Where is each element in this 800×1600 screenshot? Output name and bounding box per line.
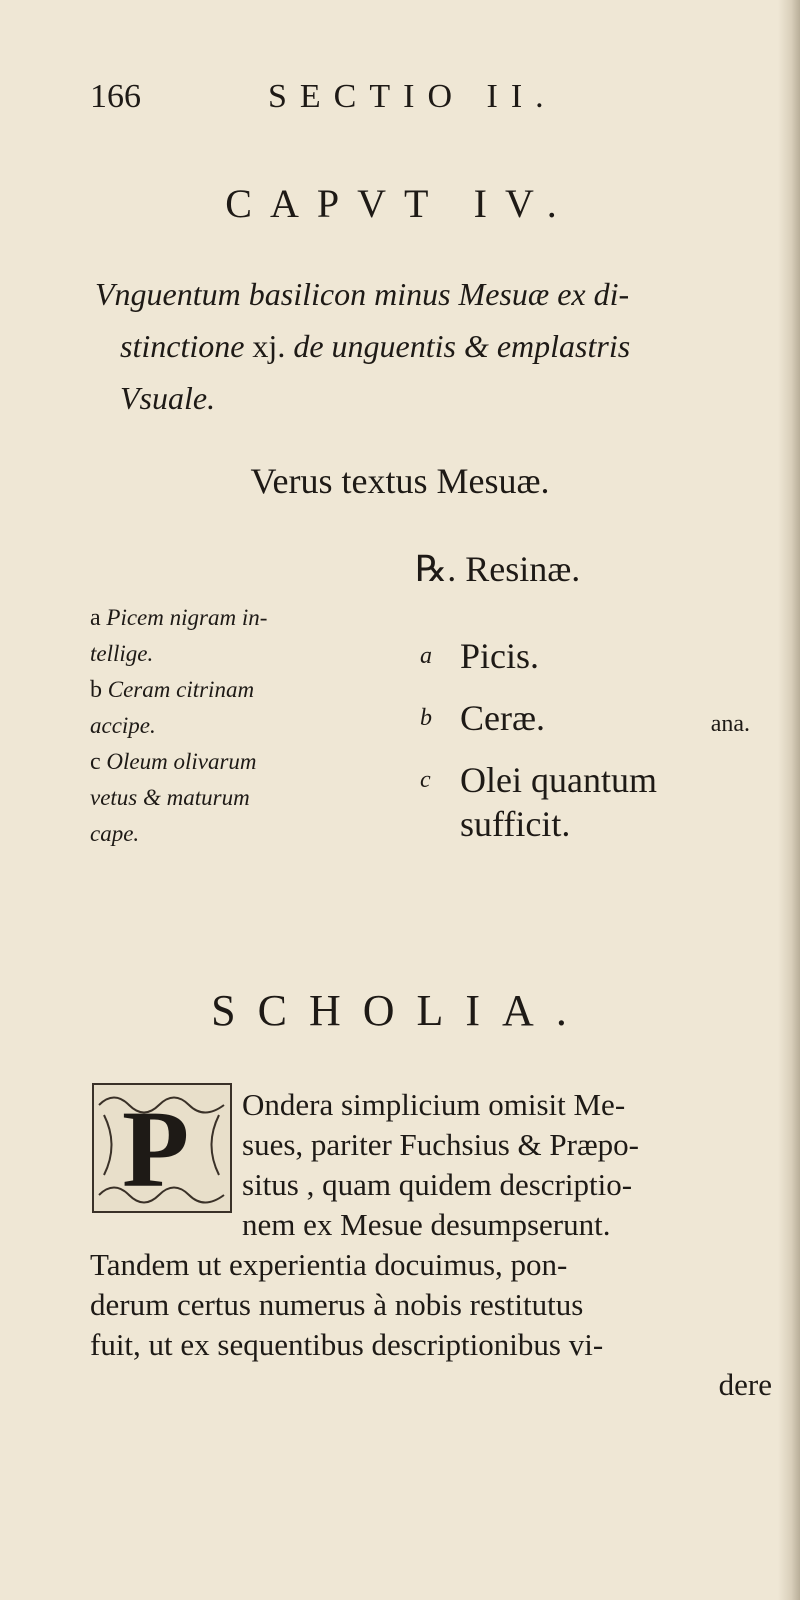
margin-notes bbox=[90, 600, 390, 852]
running-head: SECTIO II. bbox=[268, 78, 557, 115]
scholia-heading: SCHOLIA. bbox=[211, 986, 589, 1035]
ingredient-text: Olei quantum bbox=[460, 760, 657, 800]
title-line-2a: stinctione bbox=[120, 328, 245, 364]
body-line: Ondera simplicium omisit Me- bbox=[242, 1087, 626, 1122]
ingredient-olei-cont bbox=[420, 793, 760, 855]
note-text: Ceram citrinam bbox=[107, 677, 255, 702]
note-letter: c bbox=[90, 749, 101, 775]
page-edge bbox=[778, 0, 800, 1600]
body-line: situs , quam quidem descriptio- bbox=[242, 1167, 633, 1202]
initial-letter: P bbox=[122, 1088, 190, 1210]
title-line-2c: de unguentis & emplastris bbox=[293, 328, 631, 364]
note-text: Oleum olivarum bbox=[106, 749, 257, 774]
ingredient-cerae bbox=[420, 687, 760, 749]
chapter-heading: CAPVT IV. bbox=[225, 181, 575, 226]
body-line: derum certus numerus à nobis restitutus bbox=[90, 1287, 584, 1322]
note-c bbox=[90, 744, 390, 852]
subheading: Verus textus Mesuæ. bbox=[250, 461, 550, 501]
ingredient-ana: ana. bbox=[710, 711, 750, 737]
page-number: 166 bbox=[90, 78, 141, 115]
note-letter: b bbox=[90, 677, 102, 703]
ingredient-text-cont: sufficit. bbox=[460, 804, 571, 844]
body-line: sues, pariter Fuchsius & Præpo- bbox=[242, 1127, 639, 1162]
ingredient-picis bbox=[420, 625, 760, 687]
scholia-body bbox=[90, 1085, 780, 1405]
ingredient-mark: b bbox=[420, 705, 432, 731]
title-line-2 bbox=[95, 320, 775, 372]
title-line-2b: xj. bbox=[244, 328, 294, 364]
note-letter: a bbox=[90, 605, 101, 631]
body-line: nem ex Mesue desumpserunt. bbox=[242, 1207, 611, 1242]
note-text-cont: tellige. bbox=[90, 641, 154, 666]
ingredient-text: Picis. bbox=[460, 636, 540, 676]
chapter-title bbox=[95, 268, 775, 424]
note-text-cont: accipe. bbox=[90, 713, 156, 738]
note-text: Picem nigram in- bbox=[106, 605, 268, 630]
note-a bbox=[90, 600, 390, 672]
ingredient-mark: c bbox=[420, 767, 431, 793]
note-text-cont2: cape. bbox=[90, 821, 140, 846]
catchword: dere bbox=[718, 1367, 772, 1402]
body-line: fuit, ut ex sequentibus descriptionibus vi- bbox=[90, 1327, 604, 1362]
body-line: Tandem ut experientia docuimus, pon- bbox=[90, 1247, 568, 1282]
recipe-symbol: ℞. Resinæ. bbox=[415, 549, 581, 589]
ingredient-text: Ceræ. bbox=[460, 698, 545, 738]
note-b bbox=[90, 672, 390, 744]
title-line-1: Vnguentum basilicon minus Mesuæ ex di- bbox=[95, 276, 630, 312]
page-header bbox=[90, 78, 760, 128]
ingredient-mark: a bbox=[420, 643, 432, 669]
note-text-cont: vetus & maturum bbox=[90, 785, 250, 810]
title-line-3: Vsuale. bbox=[120, 380, 216, 416]
ingredient-list bbox=[420, 625, 760, 855]
